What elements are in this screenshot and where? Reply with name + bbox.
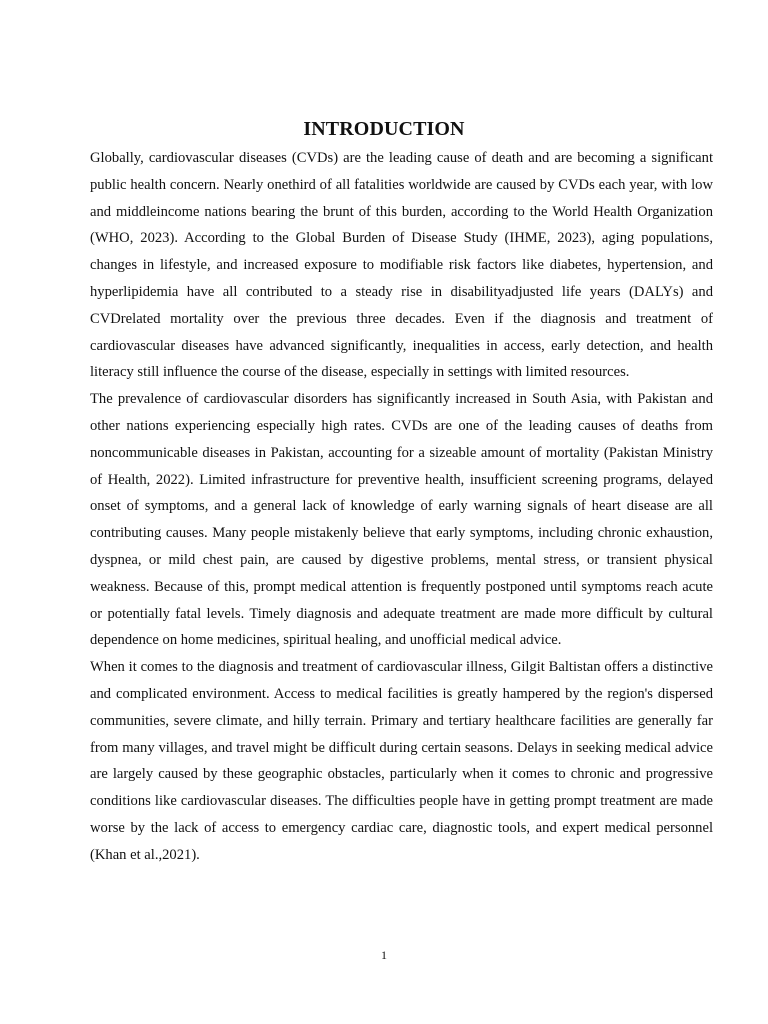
- body-text: [90, 145, 713, 869]
- paragraph-2: The prevalence of cardiovascular disorders has significantly increased in South Asia, with Pakistan and other nations experiencing especially high rates. CVDs are one of the leading causes of deaths from noncommunicable diseases in Pakistan, accounting for a sizeable amount of mortality (Pakistan Ministry of Health, 2022). Limited infrastructure for preventive health, insufficient screening programs, delayed onset of symptoms, and a general lack of knowledge of early warning signals of heart disease are all contributing causes. Many people mistakenly believe that early symptoms, including chronic exhaustion, dyspnea, or mild chest pain, are caused by digestive problems, mental stress, or transient physical weakness. Because of this, prompt medical attention is frequently postponed until symptoms reach acute or potentially fatal levels. Timely diagnosis and adequate treatment are made more difficult by cultural dependence on home medicines, spiritual healing, and unofficial medical advice.: [90, 391, 713, 649]
- page-title: INTRODUCTION: [303, 118, 465, 140]
- paragraph-1: Globally, cardiovascular diseases (CVDs) are the leading cause of death and are becoming a significant public health concern. Nearly onethird of all fatalities worldwide are caused by CVDs each year, with low and middleincome nations bearing the brunt of this burden, according to the World Health Organization (WHO, 2023). According to the Global Burden of Disease Study (IHME, 2023), aging populations, changes in lifestyle, and increased exposure to modifiable risk factors like diabetes, hypertension, and hyperlipidemia have all contributed to a steady rise in disabilityadjusted life years (DALYs) and CVDrelated mortality over the previous three decades. Even if the diagnosis and treatment of cardiovascular diseases have advanced significantly, inequalities in access, early detection, and health literacy still influence the course of the disease, especially in settings with limited resources.: [90, 150, 713, 381]
- paragraph-3: When it comes to the diagnosis and treatment of cardiovascular illness, Gilgit Baltistan offers a distinctive and complicated environment. Access to medical facilities is greatly hampered by the region's dispersed communities, severe climate, and hilly terrain. Primary and tertiary healthcare facilities are generally far from many villages, and travel might be difficult during certain seasons. Delays in seeking medical advice are largely caused by these geographic obstacles, particularly when it comes to chronic and progressive conditions like cardiovascular diseases. The difficulties people have in getting prompt treatment are made worse by the lack of access to emergency cardiac care, diagnostic tools, and expert medical personnel (Khan et al.,2021).: [90, 659, 713, 863]
- page-number: 1: [381, 948, 387, 962]
